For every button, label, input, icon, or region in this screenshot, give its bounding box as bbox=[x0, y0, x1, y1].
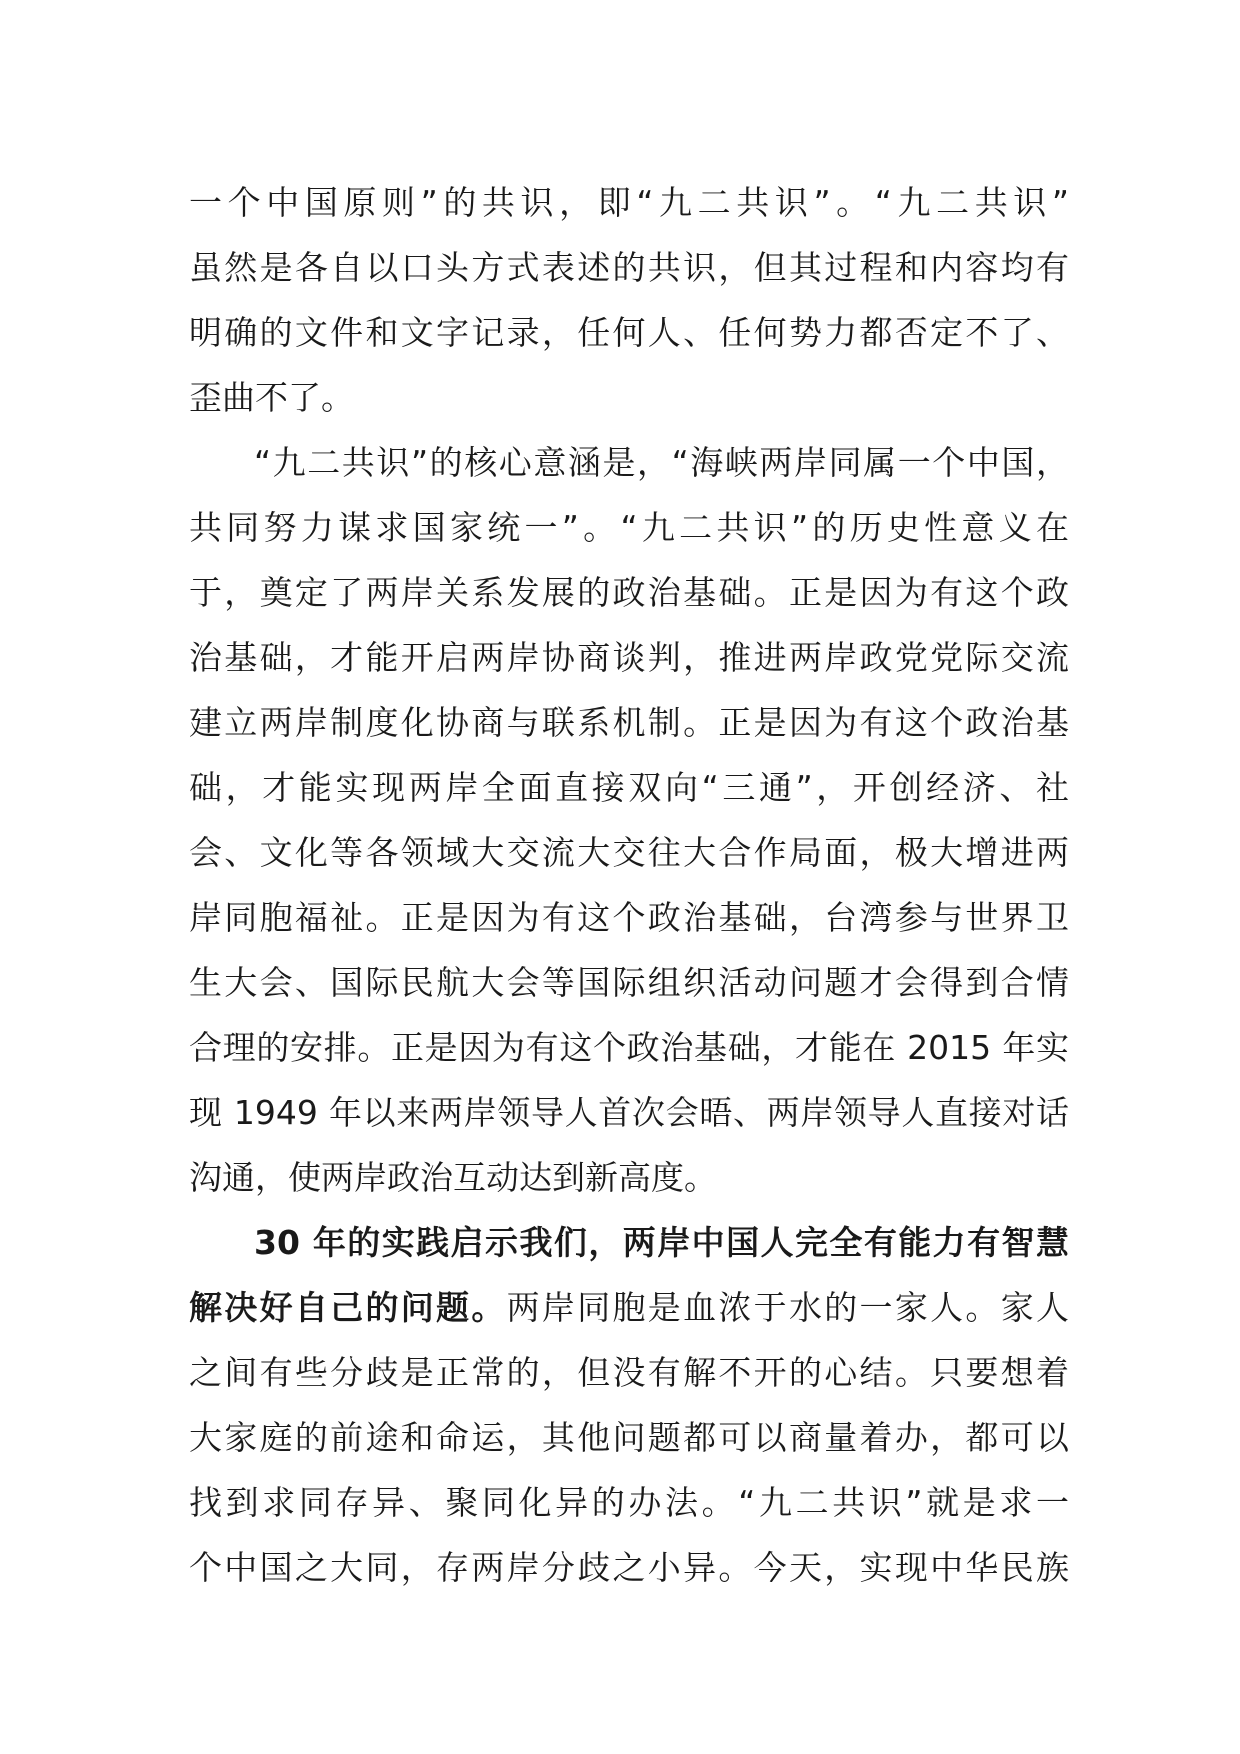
text-line bbox=[189, 1275, 1069, 1340]
text-line: 沟通，使两岸政治互动达到新高度。 bbox=[189, 1158, 717, 1197]
text-line: 大家庭的前途和命运，其他问题都可以商量着办，都可以 bbox=[189, 1418, 1069, 1457]
bold-text-line: 30 年的实践启示我们，两岸中国人完全有能力有智慧 bbox=[254, 1223, 1069, 1262]
text-line: 个中国之大同，存两岸分歧之小异。今天，实现中华民族 bbox=[189, 1548, 1069, 1587]
bold-lead-text: 解决好自己的问题。 bbox=[189, 1288, 507, 1327]
text-line: 岸同胞福祉。正是因为有这个政治基础，台湾参与世界卫 bbox=[189, 898, 1069, 937]
text-line: 建立两岸制度化协商与联系机制。正是因为有这个政治基 bbox=[189, 703, 1069, 742]
text-line: 共同努力谋求国家统一”。“九二共识”的历史性意义在 bbox=[189, 508, 1069, 547]
paragraph-3 bbox=[189, 1210, 1069, 1600]
text-line: 合理的安排。正是因为有这个政治基础，才能在 2015 年实 bbox=[189, 1028, 1069, 1067]
text-line: 一个中国原则”的共识，即“九二共识”。“九二共识” bbox=[189, 183, 1069, 222]
text-line: 于，奠定了两岸关系发展的政治基础。正是因为有这个政 bbox=[189, 573, 1069, 612]
text-line: 之间有些分歧是正常的，但没有解不开的心结。只要想着 bbox=[189, 1353, 1069, 1392]
paragraph-1 bbox=[189, 170, 1069, 430]
text-line: 明确的文件和文字记录，任何人、任何势力都否定不了、 bbox=[189, 313, 1069, 352]
text-line: 生大会、国际民航大会等国际组织活动问题才会得到合情 bbox=[189, 963, 1069, 1002]
text-segment: 两岸同胞是血浓于水的一家人。家人 bbox=[506, 1288, 1070, 1327]
text-line: 现 1949 年以来两岸领导人首次会晤、两岸领导人直接对话 bbox=[189, 1093, 1069, 1132]
text-line: 歪曲不了。 bbox=[189, 378, 354, 417]
text-line: 会、文化等各领域大交流大交往大合作局面，极大增进两 bbox=[189, 833, 1069, 872]
text-line: 础，才能实现两岸全面直接双向“三通”，开创经济、社 bbox=[189, 768, 1069, 807]
paragraph-2 bbox=[189, 430, 1069, 1210]
text-line: 治基础，才能开启两岸协商谈判，推进两岸政党党际交流 bbox=[189, 638, 1069, 677]
text-line: 找到求同存异、聚同化异的办法。“九二共识”就是求一 bbox=[189, 1483, 1069, 1522]
text-line: “九二共识”的核心意涵是，“海峡两岸同属一个中国， bbox=[254, 443, 1069, 482]
document-page bbox=[189, 170, 1069, 1600]
text-line: 虽然是各自以口头方式表述的共识，但其过程和内容均有 bbox=[189, 248, 1069, 287]
